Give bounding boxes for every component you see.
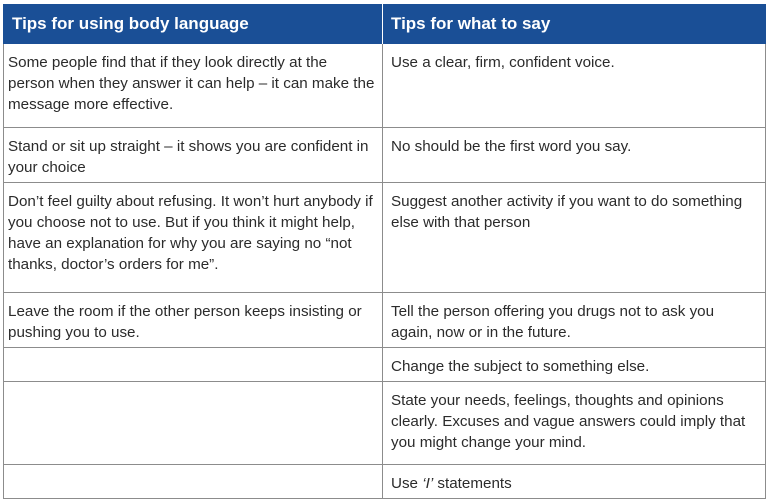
what-to-say-cell [383,465,766,499]
body-language-cell: Leave the room if the other person keeps insisting or pushing you to use. [4,293,383,348]
table-row [4,382,766,465]
say-text-suffix: statements [433,475,512,492]
say-text-prefix: Use [391,475,423,492]
table-header [4,4,766,44]
what-to-say-cell: Change the subject to something else. [383,348,766,382]
what-to-say-cell: Tell the person offering you drugs not to ask you again, now or in the future. [383,293,766,348]
body-language-cell: Some people find that if they look directly at the person when they answer it can help – it can make the message more effective. [4,44,383,128]
what-to-say-cell: Use a clear, firm, confident voice. [383,44,766,128]
table-body [4,44,766,499]
what-to-say-cell: State your needs, feelings, thoughts and opinions clearly. Excuses and vague answers could imply that you might change your mind. [383,382,766,465]
header-body-language: Tips for using body language [4,4,383,44]
table-row [4,128,766,183]
table-row [4,348,766,382]
table-row [4,183,766,293]
say-text-italic: ‘I’ [422,475,434,492]
tips-table [3,4,766,499]
header-row [4,4,766,44]
table-row [4,293,766,348]
table-row [4,44,766,128]
body-language-cell: Don’t feel guilty about refusing. It won’t hurt anybody if you choose not to use. But if you think it might help, have an explanation for why you are saying no “not thanks, doctor’s orders for me”. [4,183,383,293]
body-language-cell-empty [4,465,383,499]
what-to-say-cell: No should be the first word you say. [383,128,766,183]
body-language-cell: Stand or sit up straight – it shows you are confident in your choice [4,128,383,183]
header-what-to-say: Tips for what to say [383,4,766,44]
body-language-cell-empty [4,382,383,465]
body-language-cell-empty [4,348,383,382]
what-to-say-cell: Suggest another activity if you want to do something else with that person [383,183,766,293]
table-row [4,465,766,499]
